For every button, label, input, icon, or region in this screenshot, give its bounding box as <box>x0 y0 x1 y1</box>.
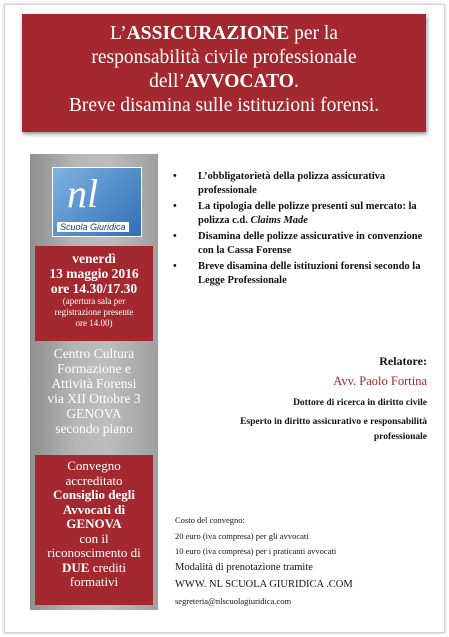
accreditation-line: riconoscimento di <box>47 545 141 560</box>
speaker-role-3: professionale <box>373 432 427 442</box>
school-logo <box>52 167 142 237</box>
speaker-name: Avv. Paolo Fortina <box>333 374 427 388</box>
title-banner <box>22 14 426 132</box>
event-time: ore 14.30/17.30 <box>50 281 138 296</box>
topic-item: • Breve disamina delle istituzioni forensi secondo la Legge Professionale <box>170 260 432 287</box>
topic-item: • Disamina delle polizze assicurative in convenzione con la Cassa Forense <box>170 230 432 257</box>
speaker-role-1: Dottore di ricerca in diritto civile <box>293 398 427 408</box>
accreditation-line: Convegno <box>67 458 121 473</box>
accreditation-line: formativi <box>69 574 119 589</box>
booking-line-1: Modalità di prenotazione tramite <box>175 562 313 573</box>
venue-line: Attività Forensi <box>51 376 137 391</box>
event-date: 13 maggio 2016 <box>49 266 139 281</box>
logo-mark: nl <box>67 171 99 216</box>
topics-list <box>170 170 432 290</box>
registration-note-3: ore 14.00) <box>75 318 113 328</box>
topic-item: • L’obbligatorietà della polizza assicurativa professionale <box>170 170 432 197</box>
accreditation-line: accreditato <box>65 472 123 488</box>
cost-line-2: 10 euro (iva compresa) per i praticanti avvocati <box>175 546 337 556</box>
accreditation-box <box>35 455 153 605</box>
venue-line: secondo piano <box>55 421 133 436</box>
booking-website[interactable]: WWW. NL SCUOLA GIURIDICA .COM <box>175 579 353 590</box>
speaker-role-2: Esperto in diritto assicurativo e responsabilità <box>240 417 427 427</box>
title-line-2: responsabilità civile professionale <box>91 47 357 68</box>
accreditation-line: GENOVA <box>66 516 122 531</box>
cost-title: Costo del convegno: <box>175 515 245 525</box>
accreditation-line: DUE crediti <box>62 559 126 575</box>
event-day: venerdì <box>72 251 116 266</box>
venue-line: Formazione e <box>57 361 131 376</box>
cost-line-1: 20 euro (iva compresa) per gli avvocati <box>175 531 309 541</box>
venue-line: Centro Cultura <box>53 346 135 361</box>
booking-email[interactable]: segreteria@nlscuolagiuridica.com <box>175 596 292 606</box>
venue-line: GENOVA <box>66 406 122 421</box>
title-line-1: L’ASSICURAZIONE per la <box>110 23 338 44</box>
accreditation-line: Consiglio degli <box>53 487 135 502</box>
title-line-4: Breve disamina sulle istituzioni forensi. <box>68 95 380 116</box>
date-box <box>35 246 153 341</box>
registration-note-1: (apertura sala per <box>62 296 126 306</box>
accreditation-line: con il <box>79 530 109 546</box>
speaker-label: Relatore: <box>379 354 427 368</box>
venue-block <box>30 346 158 436</box>
topic-item: • La tipologia delle polizze presenti sul mercato: la polizza c.d. Claims Made <box>170 200 432 227</box>
registration-note-2: registrazione presente <box>54 307 134 317</box>
venue-line: via XII Ottobre 3 <box>47 391 141 406</box>
logo-name: Scuola Giuridica <box>57 222 129 232</box>
title-line-3: dell’AVVOCATO. <box>149 71 299 92</box>
accreditation-line: Avvocati di <box>62 501 126 517</box>
